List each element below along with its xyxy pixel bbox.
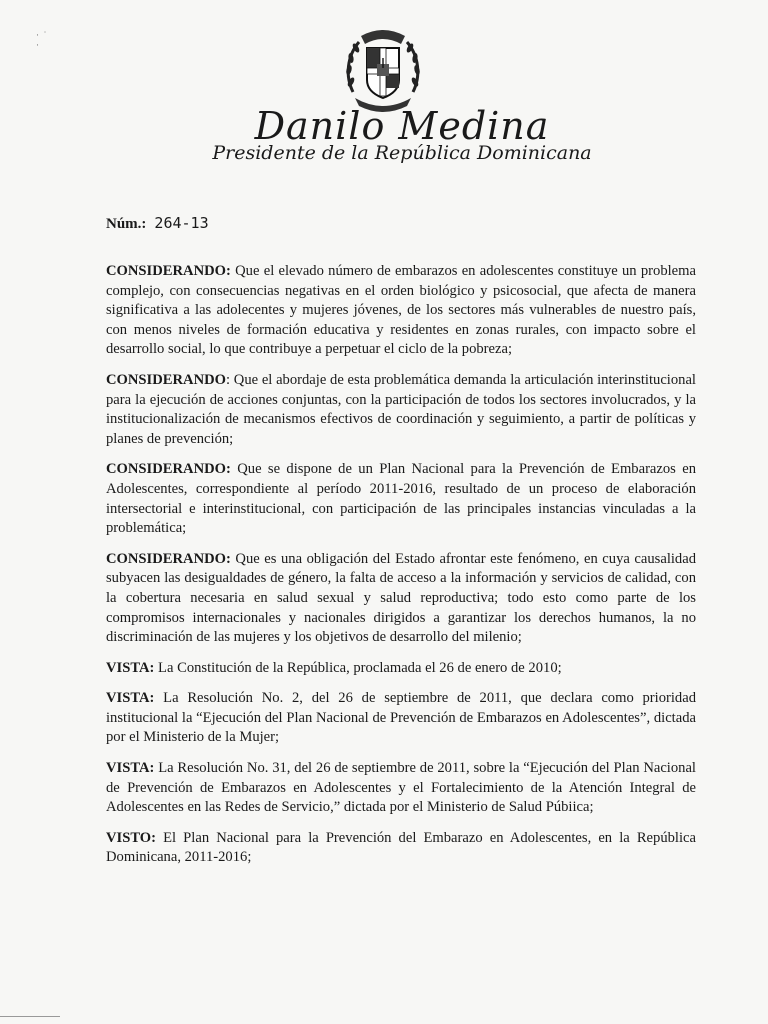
scan-marks: · ˙ · — [36, 30, 47, 50]
scan-edge-line — [0, 1016, 60, 1017]
decree-number-value: 264-13 — [154, 214, 209, 232]
paragraph-text: : Que el abordaje de esta problemática demanda la articulación interinstitucional para la ejecución de acciones conjuntas, con la participación de todos los sectores involucrados, y la institucionalización de mecanismos efectivos de coordinación y seguimiento, a partir de políticas y planes de prevención; — [106, 371, 696, 447]
paragraph-text: El Plan Nacional para la Prevención del Embarazo en Adolescentes, en la República Dominicana, 2011-2016; — [106, 829, 696, 866]
paragraph-text: Que es una obligación del Estado afrontar este fenómeno, en cuya causalidad subyacen las desigualdades de género, la falta de acceso a la información y servicios de calidad, con la cobertura necesaria en salud sexual y salud reproductiva; todo esto como parte de los compromisos internacionales y nacionales dirigidos a garantizar los derechos humanos, la no discriminación de las mujeres y los objetivos de desarrollo del milenio; — [106, 550, 696, 646]
paragraph-lead: CONSIDERANDO: — [106, 263, 231, 279]
vista-paragraph — [106, 759, 696, 818]
paragraph-text: La Resolución No. 31, del 26 de septiembre de 2011, sobre la “Ejecución del Plan Nacional de Prevención de Embarazos en Adolescentes y el Fortalecimiento de la Atención Integral de Adolescentes en las Redes de Servicio,” dictada por el Ministerio de Salud Púbiica; — [106, 760, 696, 816]
decree-number-label: Núm.: — [106, 216, 147, 232]
paragraph-lead: CONSIDERANDO: — [106, 461, 231, 478]
decree-number — [106, 214, 209, 233]
considerando-paragraph — [106, 460, 696, 538]
considerando-paragraph — [106, 550, 696, 648]
paragraph-text: La Resolución No. 2, del 26 de septiembre de 2011, que declara como prioridad institucional la “Ejecución del Plan Nacional de Prevención de Embarazos en Adolescentes”, dictada por el Ministerio de la Mujer; — [106, 690, 696, 746]
paragraph-lead: VISTA: — [106, 690, 155, 707]
paragraph-text: Que se dispone de un Plan Nacional para la Prevención de Embarazos en Adolescentes, correspondiente al período 2011-2016, resultado de un proceso de elaboración intersectorial e interinstitucional, con participación de las principales instancias vinculadas a la problemática; — [106, 461, 696, 537]
paragraph-lead: CONSIDERANDO: — [106, 550, 231, 567]
coat-of-arms-seal — [339, 22, 427, 114]
paragraph-lead: CONSIDERANDO — [106, 371, 227, 388]
considerando-paragraph — [106, 262, 696, 360]
president-title: Presidente de la República Dominicana — [212, 142, 592, 164]
paragraph-text: Que el elevado número de embarazos en adolescentes constituye un problema complejo, con consecuencias negativas en el orden biológico y psicosocial, que afecta de manera significativa a las adolecentes y mujeres jóvenes, de los sectores más vulnerables de nuestro país, con menos niveles de formación educativa y residentes en zonas rurales, con impacto sobre el desarrollo social, lo que contribuye a perpetuar el ciclo de la pobreza; — [106, 263, 696, 358]
vista-paragraph — [106, 659, 696, 679]
vista-paragraph — [106, 689, 696, 748]
paragraph-lead: VISTA: — [106, 659, 155, 676]
decree-body — [106, 262, 696, 879]
paragraph-lead: VISTO: — [106, 829, 157, 846]
paragraph-text: La Constitución de la República, proclamada el 26 de enero de 2010; — [154, 659, 562, 676]
visto-paragraph — [106, 829, 696, 868]
considerando-paragraph — [106, 371, 696, 449]
paragraph-lead: VISTA: — [106, 760, 155, 777]
president-name: Danilo Medina — [254, 104, 550, 148]
